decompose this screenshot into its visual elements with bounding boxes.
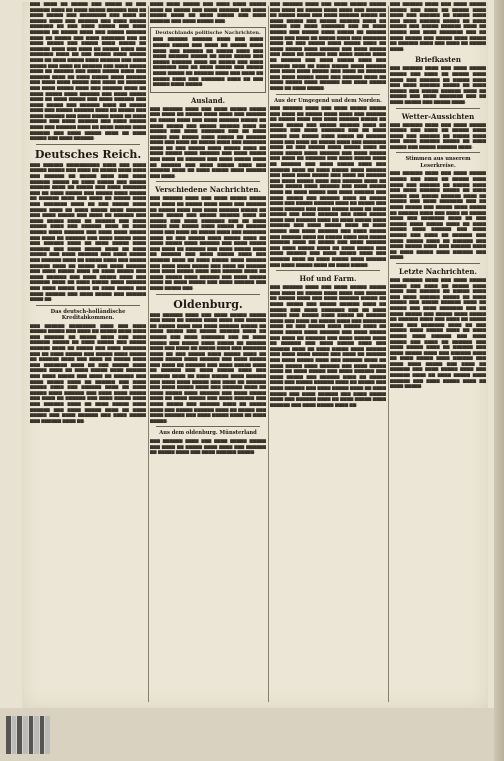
body-text: ▆▆▆ ▆▆▆▆▆▆ ▆▆▆▆ ▆▆▆ ▆▆▆▆ ▆▆▆▆▆ ▆▆▆▆▆ ▆▆▆ ▆▆▆▆ ▆▆ ▆▆▆▆▆ ▆▆▆▆ ▆▆▆▆ ▆▆▆ ▆▆▆▆▆▆ ▆▆ ▆▆▆▆▆ ▆▆▆▆ ▆▆▆ ▆▆▆▆ ▆▆▆▆▆▆ ▆▆▆▆▆ ▆▆ ▆▆▆▆ ▆▆▆▆▆ ▆▆▆ ▆▆▆▆▆ ▆▆▆▆▆▆ ▆▆▆▆ ▆▆ ▆▆▆▆▆ ▆▆▆ ▆▆▆▆ ▆▆▆▆▆▆▆ ▆▆▆ ▆▆ ▆▆▆▆ ▆▆▆▆▆ ▆▆▆ ▆▆▆▆▆ ▆▆▆▆ ▆▆▆▆▆ ▆▆ ▆▆▆▆▆▆ ▆▆▆▆ ▆▆▆ ▆▆▆▆ ▆▆ ▆▆▆▆▆ ▆▆▆▆ ▆▆▆ ▆▆▆▆▆▆▆ ▆▆▆▆ ▆▆ ▆▆▆ ▆▆▆▆▆ ▆▆▆▆ ▆▆▆▆▆ ▆▆▆▆ ▆▆ ▆▆▆▆ ▆▆▆▆▆ ▆▆▆▆ ▆▆▆▆▆▆ ▆▆▆ ▆▆▆▆ ▆▆▆▆▆ ▆▆▆ ▆▆▆▆ ▆▆ ▆▆▆▆▆▆ ▆▆▆ ▆▆▆▆ ▆▆▆▆▆ ▆▆▆▆ ▆▆ ▆▆▆▆▆▆ ▆▆▆ ▆▆▆▆ ▆▆▆▆▆ ▆▆▆▆ ▆▆▆ ▆▆▆▆▆▆ ▆▆▆▆ ▆▆ ▆▆▆▆ ▆▆▆▆▆ ▆▆▆▆ ▆▆▆▆▆▆ ▆▆▆ ▆▆▆▆. [150,106,266,179]
body-text: ▆▆▆▆ ▆▆▆▆ ▆▆▆▆▆ ▆▆▆ ▆▆▆▆ ▆▆▆▆ ▆▆▆▆▆ ▆▆▆▆ ▆▆ ▆▆▆▆▆ ▆▆▆ ▆▆▆▆ ▆▆▆▆▆▆ ▆▆▆ ▆▆▆▆ ▆▆▆▆▆ ▆▆▆▆ ▆▆ ▆▆▆▆ ▆▆▆▆▆ ▆▆▆ ▆▆▆▆ ▆▆▆▆▆▆ ▆▆▆ ▆▆▆▆ ▆▆▆▆▆ ▆▆▆. [150,2,266,24]
separator [396,263,480,264]
body-text: ▆▆▆ ▆▆▆▆▆▆ ▆▆▆▆ ▆▆▆ ▆▆▆▆ ▆▆▆▆▆ ▆▆▆▆▆ ▆▆▆ ▆▆▆▆ ▆▆ ▆▆▆▆▆ ▆▆▆▆ ▆▆▆▆ ▆▆▆ ▆▆▆▆▆▆ ▆▆ ▆▆▆▆▆ ▆▆▆▆ ▆▆▆ ▆▆▆▆ ▆▆▆▆▆▆ ▆▆▆▆▆ ▆▆ ▆▆▆▆ ▆▆▆▆▆ ▆▆▆ ▆▆▆▆▆ ▆▆▆▆▆▆ ▆▆▆▆ ▆▆ ▆▆▆▆▆ ▆▆▆ ▆▆▆▆ ▆▆▆▆▆▆▆ ▆▆▆ ▆▆ ▆▆▆▆ ▆▆▆▆▆ ▆▆▆ ▆▆▆▆▆ ▆▆▆▆ ▆▆▆▆▆ ▆▆ ▆▆▆▆▆▆ ▆▆▆▆ ▆▆▆ ▆▆▆▆ ▆▆ ▆▆▆▆▆ ▆▆▆▆ ▆▆▆ ▆▆▆▆▆▆▆ ▆▆▆▆ ▆▆ ▆▆▆ ▆▆▆▆▆ ▆▆▆▆ ▆▆▆▆▆ ▆▆▆▆ ▆▆ ▆▆▆▆ ▆▆▆▆▆ ▆▆▆▆ ▆▆▆▆▆▆ ▆▆▆ ▆▆▆▆ ▆▆▆▆▆ ▆▆▆ ▆▆▆▆ ▆▆ ▆▆▆▆▆▆ ▆▆▆ ▆▆▆▆ ▆▆▆▆▆ ▆▆▆▆ ▆▆ ▆▆▆▆▆▆ ▆▆▆ ▆▆▆▆ ▆▆▆▆▆ ▆▆▆▆ ▆▆▆ ▆▆▆▆▆▆ ▆▆▆▆ ▆▆ ▆▆▆▆ ▆▆▆▆▆ ▆▆▆▆ ▆▆▆▆▆▆ ▆▆▆ ▆▆▆▆ ▆▆▆▆ ▆▆▆▆▆ ▆▆▆ ▆▆▆▆ ▆▆ ▆▆▆▆▆▆ ▆▆▆ ▆▆▆▆ ▆▆▆▆▆ ▆▆▆▆ ▆▆▆ ▆▆▆▆▆▆ ▆▆▆▆ ▆▆ ▆▆▆▆ ▆▆▆▆▆ ▆▆▆▆ ▆▆▆▆▆▆ ▆▆▆ ▆▆▆▆ ▆▆▆▆▆ ▆▆▆▆ ▆▆ ▆▆▆▆ ▆▆▆▆▆. [270,2,386,91]
column-3 [270,2,386,708]
separator [396,152,480,153]
body-text: ▆▆▆ ▆▆▆▆▆▆ ▆▆▆▆▆▆▆▆ ▆▆▆▆ ▆▆▆ ▆▆▆▆ ▆▆▆▆▆ ▆▆▆▆▆ ▆▆▆ ▆▆▆▆ ▆▆ ▆▆▆▆▆ ▆▆▆▆ ▆▆▆▆ ▆▆▆ ▆▆▆▆▆▆ ▆▆ ▆▆▆▆▆ ▆▆▆▆ ▆▆▆ ▆▆▆▆ ▆▆▆▆▆▆ ▆▆▆▆▆ ▆▆ ▆▆▆▆ ▆▆▆▆▆ ▆▆▆ ▆▆▆▆▆ ▆▆▆▆▆▆ ▆▆▆▆ ▆▆ ▆▆▆▆▆ ▆▆▆ ▆▆▆▆ ▆▆▆▆▆▆▆ ▆▆▆ ▆▆ ▆▆▆▆ ▆▆▆▆▆ ▆▆▆ ▆▆▆▆▆ ▆▆▆▆ ▆▆▆▆▆ ▆▆ ▆▆▆▆▆▆ ▆▆▆▆ ▆▆▆ ▆▆▆▆ ▆▆ ▆▆▆▆▆ ▆▆▆▆ ▆▆▆ ▆▆▆▆▆▆▆ ▆▆▆▆ ▆▆ ▆▆▆ ▆▆▆▆▆ ▆▆▆▆ ▆▆▆▆▆ ▆▆▆▆ ▆▆ ▆▆▆▆ ▆▆▆▆▆ ▆▆▆▆ ▆▆▆▆▆▆ ▆▆▆ ▆▆▆▆ ▆▆▆▆▆ ▆▆▆ ▆▆▆▆ ▆▆ ▆▆▆▆▆▆ ▆▆▆ ▆▆▆▆ ▆▆▆▆▆ ▆▆▆▆ ▆▆ ▆▆▆▆▆▆ ▆▆▆ ▆▆▆▆ ▆▆▆▆▆ ▆▆▆▆ ▆▆▆ ▆▆▆▆▆▆ ▆▆▆▆ ▆▆ ▆▆▆▆ ▆▆▆▆▆ ▆▆▆▆ ▆▆▆▆▆▆ ▆▆▆ ▆▆▆▆ ▆▆▆▆ ▆▆▆▆▆ ▆▆▆ ▆▆▆▆ ▆▆ ▆▆▆▆▆▆ ▆▆▆ ▆▆▆▆ ▆▆▆▆▆ ▆▆▆▆ ▆▆▆ ▆▆▆▆▆▆ ▆▆▆▆ ▆▆ ▆▆▆▆ ▆▆▆▆▆ ▆▆▆▆ ▆▆▆▆▆▆ ▆▆▆ ▆▆▆▆ ▆▆▆▆▆ ▆▆▆▆ ▆▆ ▆▆▆▆ ▆▆▆▆▆ ▆▆▆ ▆▆▆▆ ▆▆▆▆▆▆ ▆▆▆ ▆▆▆▆ ▆▆▆▆▆ ▆▆▆ ▆▆▆▆▆▆ ▆▆▆▆ ▆▆. [30,323,146,424]
separator [276,94,380,95]
body-text: ▆▆▆ ▆▆▆▆▆▆ ▆▆▆▆ ▆▆▆ ▆▆▆▆ ▆▆▆▆▆ ▆▆▆▆▆ ▆▆▆ ▆▆▆▆ ▆▆ ▆▆▆▆▆ ▆▆▆▆ ▆▆▆▆ ▆▆▆ ▆▆▆▆▆▆ ▆▆ ▆▆▆▆▆ ▆▆▆▆ ▆▆▆ ▆▆▆▆ ▆▆▆▆▆▆ ▆▆▆▆▆ ▆▆ ▆▆▆▆ ▆▆▆▆▆ ▆▆▆ ▆▆▆▆▆ ▆▆▆▆▆▆ ▆▆▆▆ ▆▆ ▆▆▆▆▆ ▆▆▆ ▆▆▆▆ ▆▆▆▆▆▆▆ ▆▆▆ ▆▆ ▆▆▆▆ ▆▆▆▆▆ ▆▆▆ ▆▆▆▆▆ ▆▆▆▆ ▆▆▆▆▆ ▆▆ ▆▆▆▆▆▆ ▆▆▆▆ ▆▆▆ ▆▆▆▆ ▆▆ ▆▆▆▆▆ ▆▆▆▆ ▆▆▆ ▆▆▆▆▆▆▆ ▆▆▆▆ ▆▆ ▆▆▆ ▆▆▆▆▆ ▆▆▆▆ ▆▆▆▆▆ ▆▆▆▆ ▆▆ ▆▆▆▆ ▆▆▆▆▆ ▆▆▆▆ ▆▆▆▆▆▆ ▆▆▆ ▆▆▆▆ ▆▆▆▆▆ ▆▆▆ ▆▆▆▆ ▆▆ ▆▆▆▆▆▆ ▆▆▆ ▆▆▆▆ ▆▆▆▆▆ ▆▆▆▆ ▆▆ ▆▆▆▆▆▆ ▆▆▆ ▆▆▆▆ ▆▆▆▆▆ ▆▆▆▆ ▆▆▆ ▆▆▆▆▆▆ ▆▆▆▆ ▆▆ ▆▆▆▆ ▆▆▆▆▆ ▆▆▆▆ ▆▆▆▆▆▆ ▆▆▆ ▆▆▆▆ ▆▆▆▆ ▆▆▆▆▆ ▆▆▆ ▆▆▆▆ ▆▆ ▆▆▆▆▆▆ ▆▆▆ ▆▆▆▆ ▆▆▆▆▆ ▆▆▆▆ ▆▆▆ ▆▆▆▆▆▆ ▆▆▆▆ ▆▆ ▆▆▆▆ ▆▆▆▆▆ ▆▆▆▆ ▆▆▆▆▆▆ ▆▆▆ ▆▆▆▆ ▆▆▆▆▆ ▆▆▆▆ ▆▆ ▆▆▆▆ ▆▆▆▆▆ ▆▆▆ ▆▆▆▆ ▆▆▆▆▆▆ ▆▆▆ ▆▆▆▆ ▆▆▆▆▆ ▆▆▆. [150,196,266,291]
headline-verschiedene: Verschiedene Nachrichten. [155,185,261,195]
column-rule [388,6,389,702]
headline-letzte-nachrichten: Letzte Nachrichten. [399,266,477,276]
body-text: ▆▆▆ ▆▆▆▆▆▆ ▆▆▆▆ ▆▆▆ ▆▆▆▆ ▆▆▆▆▆ ▆▆▆▆▆ ▆▆▆ ▆▆▆▆ ▆▆ ▆▆▆▆▆ ▆▆▆▆ ▆▆▆▆ ▆▆▆ ▆▆▆▆▆▆ ▆▆ ▆▆▆▆▆ ▆▆▆▆ ▆▆▆ ▆▆▆▆ ▆▆▆▆▆▆ ▆▆▆▆▆ ▆▆ ▆▆▆▆ ▆▆▆▆▆ ▆▆▆ ▆▆▆▆▆ ▆▆▆▆▆▆ ▆▆▆▆ ▆▆ ▆▆▆▆▆ ▆▆▆ ▆▆▆▆ ▆▆▆▆▆▆▆ ▆▆▆ ▆▆ ▆▆▆▆ ▆▆▆▆▆ ▆▆▆ ▆▆▆▆▆ ▆▆▆▆ ▆▆▆▆▆ ▆▆ ▆▆▆▆▆▆ ▆▆▆▆ ▆▆▆ ▆▆▆▆ ▆▆ ▆▆▆▆▆ ▆▆▆▆ ▆▆▆ ▆▆▆▆▆▆▆ ▆▆▆▆ ▆▆ ▆▆▆ ▆▆▆▆▆ ▆▆▆▆ ▆▆▆▆▆ ▆▆▆▆ ▆▆ ▆▆▆▆ ▆▆▆▆▆ ▆▆▆▆ ▆▆▆▆▆▆ ▆▆▆ ▆▆▆▆ ▆▆▆▆▆ ▆▆▆ ▆▆▆▆ ▆▆ ▆▆▆▆▆▆ ▆▆▆ ▆▆▆▆ ▆▆▆▆▆ ▆▆▆▆ ▆▆ ▆▆▆▆▆▆ ▆▆▆ ▆▆▆▆ ▆▆▆▆▆ ▆▆▆▆ ▆▆▆ ▆▆▆▆▆▆ ▆▆▆▆ ▆▆ ▆▆▆▆ ▆▆▆▆▆ ▆▆▆▆ ▆▆▆▆▆▆ ▆▆▆ ▆▆▆▆ ▆▆▆▆ ▆▆▆▆▆ ▆▆▆ ▆▆▆▆ ▆▆ ▆▆▆▆▆▆ ▆▆▆ ▆▆▆▆ ▆▆▆▆▆ ▆▆▆▆ ▆▆▆ ▆▆▆▆▆▆ ▆▆▆▆ ▆▆ ▆▆▆▆ ▆▆▆▆▆ ▆▆▆▆ ▆▆▆▆▆▆ ▆▆▆ ▆▆▆▆ ▆▆▆▆▆ ▆▆▆▆ ▆▆ ▆▆▆▆ ▆▆▆▆▆ ▆▆▆ ▆▆▆▆ ▆▆▆▆▆▆ ▆▆▆ ▆▆▆▆ ▆▆▆▆▆ ▆▆▆ ▆▆▆▆▆▆ ▆▆▆▆ ▆▆ ▆▆▆▆▆ ▆▆▆▆ ▆▆▆ ▆▆▆▆▆ ▆▆▆▆▆▆ ▆▆▆▆ ▆▆ ▆▆▆▆▆ ▆▆▆ ▆▆▆▆ ▆▆▆▆▆▆ ▆▆▆ ▆▆▆▆ ▆▆▆▆▆ ▆▆▆▆ ▆▆ ▆▆▆▆ ▆▆▆▆▆ ▆▆▆ ▆▆▆▆ ▆▆▆▆▆▆ ▆▆▆ ▆▆▆▆ ▆▆▆▆▆ ▆▆▆▆ ▆▆▆ ▆▆▆▆▆▆ ▆▆▆▆ ▆▆ ▆▆▆▆ ▆▆▆▆▆ ▆▆▆▆ ▆▆▆▆▆▆ ▆▆▆ ▆▆▆▆ ▆▆▆▆▆ ▆▆▆▆ ▆▆. [270,285,386,408]
separator [36,144,140,145]
headline-kreditabkommen: Das deutsch-holländische Kreditabkommen. [50,308,126,322]
separator [396,108,480,109]
newspaper-page [22,2,488,708]
headline-leserkreise: Stimmen aus unserem Leserkreise. [405,156,471,169]
body-text: ▆▆▆ ▆▆▆▆▆▆ ▆▆▆▆▆▆ ▆▆▆▆ ▆▆▆ ▆▆▆▆ ▆▆▆▆▆ ▆▆▆▆▆ ▆▆▆ ▆▆▆▆ ▆▆ ▆▆▆▆▆ ▆▆▆▆ ▆▆▆▆ ▆▆▆ ▆▆▆▆▆▆ ▆▆ ▆▆▆▆▆ ▆▆▆▆ ▆▆▆ ▆▆▆▆ ▆▆▆▆▆▆ ▆▆▆▆▆ ▆▆ ▆▆▆▆ ▆▆▆▆▆ ▆▆▆ ▆▆▆▆▆ ▆▆▆▆▆▆ ▆▆▆▆ ▆▆ ▆▆▆▆▆ ▆▆▆ ▆▆▆▆ ▆▆▆▆▆▆▆ ▆▆▆ ▆▆ ▆▆▆▆ ▆▆▆▆▆ ▆▆▆ ▆▆▆▆▆ ▆▆▆▆ ▆▆▆▆▆ ▆▆ ▆▆▆▆▆▆ ▆▆▆▆ ▆▆▆ ▆▆▆▆ ▆▆ ▆▆▆▆▆ ▆▆▆▆ ▆▆▆ ▆▆▆▆▆▆▆ ▆▆▆▆ ▆▆ ▆▆▆ ▆▆▆▆▆ ▆▆▆▆ ▆▆▆▆▆. [153,37,263,88]
body-text: ▆▆▆ ▆▆▆▆ ▆▆ ▆▆▆▆▆ ▆▆▆ ▆▆▆▆▆ ▆▆ ▆▆▆ ▆▆▆▆▆▆ ▆▆▆▆ ▆▆ ▆▆▆▆ ▆▆▆▆▆ ▆▆▆▆▆▆ ▆▆▆ ▆▆ ▆▆▆▆ ▆▆▆▆▆ ▆▆▆ ▆▆▆▆▆▆▆▆ ▆▆▆ ▆▆▆▆ ▆▆ ▆▆▆▆▆ ▆▆▆▆ ▆▆▆ ▆▆▆▆▆▆ ▆▆▆ ▆▆▆▆ ▆▆▆▆▆ ▆▆▆▆▆▆▆ ▆▆ ▆▆▆ ▆▆▆▆ ▆▆▆▆▆ ▆▆▆ ▆▆▆▆ ▆▆▆▆▆▆ ▆▆ ▆▆▆▆▆ ▆▆▆▆ ▆▆▆ ▆▆▆▆▆ ▆▆▆▆▆▆ ▆▆▆▆ ▆▆ ▆▆▆▆▆ ▆▆▆ ▆▆▆▆ ▆▆▆▆▆▆▆ ▆▆▆ ▆▆ ▆▆▆▆ ▆▆▆▆▆ ▆▆▆ ▆▆▆▆▆ ▆▆▆▆ ▆▆▆▆▆ ▆▆ ▆▆▆▆▆▆ ▆▆▆▆ ▆▆▆ ▆▆▆▆ ▆▆ ▆▆▆▆▆ ▆▆▆▆ ▆▆▆ ▆▆▆▆▆▆▆ ▆▆▆▆ ▆▆ ▆▆▆ ▆▆▆▆▆ ▆▆▆▆ ▆▆▆▆▆ ▆▆▆▆ ▆▆ ▆▆▆▆ ▆▆▆▆▆ ▆▆▆▆ ▆▆▆▆▆▆ ▆▆▆ ▆▆▆▆ ▆▆▆▆▆ ▆▆▆ ▆▆▆▆ ▆▆ ▆▆▆▆▆▆ ▆▆▆ ▆▆▆▆ ▆▆▆▆▆ ▆▆▆▆ ▆▆ ▆▆▆▆▆▆ ▆▆▆ ▆▆▆▆ ▆▆▆▆▆ ▆▆▆▆ ▆▆▆ ▆▆▆▆▆▆ ▆▆▆▆ ▆▆ ▆▆▆▆ ▆▆▆▆▆ ▆▆▆▆ ▆▆▆▆▆▆ ▆▆▆ ▆▆▆▆ ▆▆▆▆ ▆▆▆▆▆ ▆▆▆ ▆▆▆▆ ▆▆ ▆▆▆▆▆▆ ▆▆▆ ▆▆▆▆ ▆▆▆▆▆ ▆▆▆▆ ▆▆▆ ▆▆▆▆▆▆ ▆▆▆▆ ▆▆ ▆▆▆▆ ▆▆▆▆▆ ▆▆▆▆ ▆▆▆▆▆▆ ▆▆▆ ▆▆▆▆ ▆▆▆▆▆ ▆▆▆▆ ▆▆ ▆▆▆▆ ▆▆▆▆▆ ▆▆▆ ▆▆▆▆ ▆▆▆▆▆▆ ▆▆▆ ▆▆▆▆ ▆▆▆▆▆ ▆▆▆ ▆▆▆▆▆▆ ▆▆▆▆ ▆▆ ▆▆▆▆▆ ▆▆▆▆ ▆▆▆ ▆▆▆▆▆ ▆▆▆▆▆▆ ▆▆▆▆ ▆▆ ▆▆▆▆▆ ▆▆▆ ▆▆▆▆ ▆▆▆▆▆▆ ▆▆▆ ▆▆▆▆ ▆▆▆▆▆ ▆▆▆▆ ▆▆ ▆▆▆▆ ▆▆▆▆▆ ▆▆▆ ▆▆▆▆ ▆▆▆▆▆▆ ▆▆▆ ▆▆▆▆ ▆▆▆▆▆ ▆▆▆▆ ▆▆▆ ▆▆▆▆▆▆ ▆▆▆▆ ▆▆ ▆▆▆▆ ▆▆▆▆▆ ▆▆▆▆ ▆▆▆▆▆▆ ▆▆▆ ▆▆▆▆ ▆▆▆▆▆ ▆▆▆▆ ▆▆ ▆▆▆▆ ▆▆▆▆▆ ▆▆▆ ▆▆▆▆ ▆▆▆▆▆▆. [30,2,146,142]
body-text: ▆▆▆ ▆▆▆▆▆▆ ▆▆▆▆ ▆▆▆ ▆▆▆▆ ▆▆▆▆▆ ▆▆▆▆▆ ▆▆▆ ▆▆▆▆ ▆▆ ▆▆▆▆▆ ▆▆▆▆ ▆▆▆▆ ▆▆▆ ▆▆▆▆▆▆ ▆▆ ▆▆▆▆▆ ▆▆▆▆ ▆▆▆ ▆▆▆▆ ▆▆▆▆▆▆ ▆▆▆▆▆ ▆▆ ▆▆▆▆ ▆▆▆▆▆ ▆▆▆ ▆▆▆▆▆ ▆▆▆▆▆▆ ▆▆▆▆ ▆▆ ▆▆▆▆▆ ▆▆▆ ▆▆▆▆ ▆▆▆▆▆▆▆ ▆▆▆ ▆▆ ▆▆▆▆ ▆▆▆▆▆ ▆▆▆ ▆▆▆▆▆ ▆▆▆▆ ▆▆▆▆▆ ▆▆ ▆▆▆▆▆▆ ▆▆▆▆ ▆▆▆ ▆▆▆▆ ▆▆ ▆▆▆▆▆ ▆▆▆▆. [390,2,486,52]
separator [156,181,260,182]
headline-wetter: Wetter-Aussichten [401,111,475,121]
body-text: ▆▆▆ ▆▆▆▆▆▆ ▆▆▆▆ ▆▆▆ ▆▆▆▆ ▆▆▆▆▆ ▆▆▆▆▆ ▆▆▆ ▆▆▆▆ ▆▆ ▆▆▆▆▆ ▆▆▆▆ ▆▆▆▆ ▆▆▆ ▆▆▆▆▆▆ ▆▆ ▆▆▆▆▆ ▆▆▆▆ ▆▆▆ ▆▆▆▆ ▆▆▆▆▆▆ ▆▆▆▆▆ ▆▆ ▆▆▆▆ ▆▆▆▆▆ ▆▆▆ ▆▆▆▆▆ ▆▆▆▆▆▆ ▆▆▆▆ ▆▆ ▆▆▆▆▆ ▆▆▆ ▆▆▆▆ ▆▆▆▆▆▆▆ ▆▆▆ ▆▆ ▆▆▆▆ ▆▆▆▆▆ ▆▆▆ ▆▆▆▆▆ ▆▆▆▆ ▆▆▆▆▆ ▆▆ ▆▆▆▆▆▆ ▆▆▆▆ ▆▆▆ ▆▆▆▆ ▆▆ ▆▆▆▆▆ ▆▆▆▆ ▆▆▆ ▆▆▆▆▆▆▆ ▆▆▆▆ ▆▆ ▆▆▆ ▆▆▆▆▆ ▆▆▆▆ ▆▆▆▆▆ ▆▆▆▆ ▆▆ ▆▆▆▆ ▆▆▆▆▆ ▆▆▆▆ ▆▆▆▆▆▆ ▆▆▆ ▆▆▆▆ ▆▆▆▆▆ ▆▆▆ ▆▆▆▆ ▆▆ ▆▆▆▆▆▆ ▆▆▆ ▆▆▆▆ ▆▆▆▆▆ ▆▆▆▆ ▆▆ ▆▆▆▆▆▆ ▆▆▆ ▆▆▆▆ ▆▆▆▆▆ ▆▆▆▆ ▆▆▆ ▆▆▆▆▆▆ ▆▆▆▆ ▆▆ ▆▆▆▆ ▆▆▆▆▆ ▆▆▆▆ ▆▆▆▆▆▆ ▆▆▆ ▆▆▆▆ ▆▆▆▆ ▆▆▆▆▆ ▆▆▆ ▆▆▆▆ ▆▆ ▆▆▆▆▆▆ ▆▆▆ ▆▆▆▆ ▆▆▆▆▆ ▆▆▆▆ ▆▆▆ ▆▆▆▆▆▆ ▆▆▆▆ ▆▆ ▆▆▆▆ ▆▆▆▆▆ ▆▆▆▆ ▆▆▆▆▆▆ ▆▆▆ ▆▆▆▆ ▆▆▆▆▆ ▆▆▆▆ ▆▆ ▆▆▆▆ ▆▆▆▆▆. [390,277,486,390]
headline-oldenburg: Oldenburg. [173,297,243,311]
column-rule [148,6,149,702]
body-text: ▆▆▆ ▆▆▆▆▆▆ ▆▆▆▆ ▆▆▆ ▆▆▆▆ ▆▆▆▆▆ ▆▆▆▆▆ ▆▆▆ ▆▆▆▆ ▆▆ ▆▆▆▆▆ ▆▆▆▆ ▆▆▆▆ ▆▆▆ ▆▆▆▆▆▆ ▆▆ ▆▆▆▆▆ ▆▆▆▆ ▆▆▆ ▆▆▆▆ ▆▆▆▆▆▆ ▆▆▆▆▆. [150,438,266,456]
column-1 [30,2,146,708]
news-box [150,27,266,92]
column-rule [268,6,269,702]
scan-bottom-margin [0,708,504,761]
separator [36,305,140,306]
headline-hof-und-farm: Hof und Farm. [299,274,357,284]
headline-briefkasten: Briefkasten [415,55,461,65]
column-2 [150,2,266,708]
body-text: ▆▆▆ ▆▆▆▆▆▆ ▆▆▆▆ ▆▆▆ ▆▆▆▆ ▆▆▆▆▆ ▆▆▆▆▆ ▆▆▆ ▆▆▆▆ ▆▆ ▆▆▆▆▆ ▆▆▆▆ ▆▆▆▆ ▆▆▆ ▆▆▆▆▆▆ ▆▆ ▆▆▆▆▆ ▆▆▆▆ ▆▆▆ ▆▆▆▆ ▆▆▆▆▆▆ ▆▆▆▆▆ ▆▆ ▆▆▆▆ ▆▆▆▆▆ ▆▆▆ ▆▆▆▆▆ ▆▆▆▆▆▆ ▆▆▆▆ ▆▆ ▆▆▆▆▆ ▆▆▆ ▆▆▆▆ ▆▆▆▆▆▆▆ ▆▆▆ ▆▆ ▆▆▆▆ ▆▆▆▆▆ ▆▆▆ ▆▆▆▆▆ ▆▆▆▆. [390,66,486,105]
separator [156,426,260,427]
headline-umgegend: Aus der Umgegend und dem Norden. [274,97,382,104]
body-text: ▆▆▆ ▆▆▆▆▆▆ ▆▆▆▆▆▆▆▆▆▆ ▆▆▆▆ ▆▆▆ ▆▆▆▆ ▆▆▆▆▆ ▆▆▆▆▆ ▆▆▆ ▆▆▆▆ ▆▆ ▆▆▆▆▆ ▆▆▆▆ ▆▆▆▆ ▆▆▆ ▆▆▆▆▆▆ ▆▆ ▆▆▆▆▆ ▆▆▆▆ ▆▆▆ ▆▆▆▆ ▆▆▆▆▆▆ ▆▆▆▆▆ ▆▆ ▆▆▆▆ ▆▆▆▆▆ ▆▆▆ ▆▆▆▆▆ ▆▆▆▆▆▆ ▆▆▆▆ ▆▆ ▆▆▆▆▆ ▆▆▆ ▆▆▆▆ ▆▆▆▆▆▆▆ ▆▆▆ ▆▆ ▆▆▆▆ ▆▆▆▆▆ ▆▆▆ ▆▆▆▆▆ ▆▆▆▆ ▆▆▆▆▆ ▆▆ ▆▆▆▆▆▆ ▆▆▆▆ ▆▆▆ ▆▆▆▆ ▆▆ ▆▆▆▆▆ ▆▆▆▆ ▆▆▆ ▆▆▆▆▆▆▆ ▆▆▆▆ ▆▆ ▆▆▆ ▆▆▆▆▆ ▆▆▆▆ ▆▆▆▆▆ ▆▆▆▆ ▆▆ ▆▆▆▆ ▆▆▆▆▆ ▆▆▆▆ ▆▆▆▆▆▆ ▆▆▆ ▆▆▆▆ ▆▆▆▆▆ ▆▆▆ ▆▆▆▆ ▆▆ ▆▆▆▆▆▆ ▆▆▆ ▆▆▆▆ ▆▆▆▆▆ ▆▆▆▆ ▆▆ ▆▆▆▆▆▆ ▆▆▆ ▆▆▆▆ ▆▆▆▆▆ ▆▆▆▆ ▆▆▆ ▆▆▆▆▆▆ ▆▆▆▆ ▆▆ ▆▆▆▆ ▆▆▆▆▆ ▆▆▆▆ ▆▆▆▆▆▆ ▆▆▆ ▆▆▆▆ ▆▆▆▆ ▆▆▆▆▆ ▆▆▆ ▆▆▆▆ ▆▆ ▆▆▆▆▆▆ ▆▆▆ ▆▆▆▆ ▆▆▆▆▆ ▆▆▆▆ ▆▆▆ ▆▆▆▆▆▆ ▆▆▆▆ ▆▆ ▆▆▆▆ ▆▆▆▆▆ ▆▆▆▆ ▆▆▆▆▆▆ ▆▆▆ ▆▆▆▆ ▆▆▆▆▆ ▆▆▆▆ ▆▆ ▆▆▆▆ ▆▆▆▆▆ ▆▆▆ ▆▆▆▆ ▆▆▆▆▆▆ ▆▆▆ ▆▆▆▆ ▆▆▆▆▆ ▆▆▆ ▆▆▆▆▆▆ ▆▆▆▆ ▆▆ ▆▆▆▆▆ ▆▆▆▆ ▆▆▆ ▆▆▆▆▆ ▆▆▆▆▆▆ ▆▆▆▆ ▆▆ ▆▆▆▆▆ ▆▆▆ ▆▆▆▆ ▆▆▆▆▆▆ ▆▆▆ ▆▆▆▆ ▆▆▆▆▆ ▆▆▆▆ ▆▆ ▆▆▆▆ ▆▆▆▆▆ ▆▆▆ ▆▆▆▆ ▆▆▆▆▆▆ ▆▆▆ ▆▆▆▆ ▆▆▆▆▆ ▆▆▆▆ ▆▆▆ ▆▆▆▆▆▆ ▆▆▆▆ ▆▆ ▆▆▆▆ ▆▆▆▆▆ ▆▆▆▆ ▆▆▆▆▆▆ ▆▆▆ ▆▆▆▆ ▆▆▆▆▆ ▆▆▆▆ ▆▆ ▆▆▆▆ ▆▆▆▆▆ ▆▆▆ ▆▆▆▆ ▆▆▆▆▆▆ ▆▆▆ ▆▆▆▆ ▆▆▆▆▆ ▆▆▆ ▆▆▆▆▆▆ ▆▆▆▆ ▆▆. [30,162,146,303]
column-4 [390,2,486,708]
body-text: ▆▆▆ ▆▆▆▆▆▆ ▆▆▆▆ ▆▆▆ ▆▆▆▆ ▆▆▆▆▆ ▆▆▆▆▆ ▆▆▆ ▆▆▆▆ ▆▆ ▆▆▆▆▆ ▆▆▆▆ ▆▆▆▆ ▆▆▆ ▆▆▆▆▆▆ ▆▆ ▆▆▆▆▆ ▆▆▆▆ ▆▆▆ ▆▆▆▆ ▆▆▆▆▆▆ ▆▆▆▆▆ ▆▆ ▆▆▆▆ ▆▆▆▆▆ ▆▆▆ ▆▆▆▆▆ ▆▆▆▆▆▆ ▆▆▆▆ ▆▆ ▆▆▆▆▆ ▆▆▆ ▆▆▆▆ ▆▆▆▆▆▆▆ ▆▆▆ ▆▆ ▆▆▆▆ ▆▆▆▆▆ ▆▆▆ ▆▆▆▆▆ ▆▆▆▆ ▆▆▆▆▆ ▆▆ ▆▆▆▆▆▆ ▆▆▆▆ ▆▆▆ ▆▆▆▆ ▆▆ ▆▆▆▆▆ ▆▆▆▆ ▆▆▆ ▆▆▆▆▆▆▆ ▆▆▆▆ ▆▆ ▆▆▆ ▆▆▆▆▆ ▆▆▆▆ ▆▆▆▆▆ ▆▆▆▆ ▆▆ ▆▆▆▆ ▆▆▆▆▆ ▆▆▆▆ ▆▆▆▆▆▆ ▆▆▆ ▆▆▆▆ ▆▆▆▆▆ ▆▆▆ ▆▆▆▆ ▆▆ ▆▆▆▆▆▆ ▆▆▆ ▆▆▆▆ ▆▆▆▆▆ ▆▆▆▆ ▆▆ ▆▆▆▆▆▆ ▆▆▆ ▆▆▆▆ ▆▆▆▆▆ ▆▆▆▆ ▆▆▆ ▆▆▆▆▆▆ ▆▆▆▆ ▆▆ ▆▆▆▆ ▆▆▆▆▆ ▆▆▆▆ ▆▆▆▆▆▆ ▆▆▆ ▆▆▆▆ ▆▆▆▆ ▆▆▆▆▆ ▆▆▆ ▆▆▆▆ ▆▆ ▆▆▆▆▆▆ ▆▆▆ ▆▆▆▆ ▆▆▆▆▆ ▆▆▆▆ ▆▆▆ ▆▆▆▆▆▆ ▆▆▆▆ ▆▆ ▆▆▆▆ ▆▆▆▆▆ ▆▆▆▆ ▆▆▆▆▆▆ ▆▆▆ ▆▆▆▆ ▆▆▆▆▆ ▆▆▆▆ ▆▆ ▆▆▆▆ ▆▆▆▆▆ ▆▆▆ ▆▆▆▆ ▆▆▆▆▆▆ ▆▆▆ ▆▆▆▆ ▆▆▆▆▆ ▆▆▆ ▆▆▆▆▆▆ ▆▆▆▆ ▆▆ ▆▆▆▆▆ ▆▆▆▆ ▆▆▆ ▆▆▆▆▆ ▆▆▆▆▆▆ ▆▆▆▆ ▆▆ ▆▆▆▆▆ ▆▆▆ ▆▆▆▆ ▆▆▆▆▆▆ ▆▆▆ ▆▆▆▆ ▆▆▆▆▆ ▆▆▆▆ ▆▆ ▆▆▆▆ ▆▆▆▆▆. [150,312,266,424]
page-spine [494,0,504,761]
headline-ausland: Ausland. [190,95,226,105]
headline-deutsches-reich: Deutsches Reich. [34,147,142,161]
separator [276,270,380,271]
body-text: ▆▆▆ ▆▆▆▆▆▆ ▆▆▆▆ ▆▆▆ ▆▆▆▆ ▆▆▆▆▆ ▆▆▆▆▆ ▆▆▆ ▆▆▆▆ ▆▆ ▆▆▆▆▆ ▆▆▆▆ ▆▆▆▆ ▆▆▆ ▆▆▆▆▆▆ ▆▆ ▆▆▆▆▆ ▆▆▆▆ ▆▆▆ ▆▆▆▆ ▆▆▆▆▆▆ ▆▆▆▆▆ ▆▆ ▆▆▆▆ ▆▆▆▆▆ ▆▆▆ ▆▆▆▆▆ ▆▆▆▆▆▆ ▆▆▆▆ ▆▆ ▆▆▆▆▆ ▆▆▆ ▆▆▆▆ ▆▆▆▆▆▆▆ ▆▆▆ ▆▆ ▆▆▆▆ ▆▆▆▆▆ ▆▆▆ ▆▆▆▆▆ ▆▆▆▆ ▆▆▆▆▆ ▆▆ ▆▆▆▆▆▆ ▆▆▆▆ ▆▆▆ ▆▆▆▆ ▆▆ ▆▆▆▆▆ ▆▆▆▆ ▆▆▆ ▆▆▆▆▆▆▆ ▆▆▆▆ ▆▆ ▆▆▆ ▆▆▆▆▆ ▆▆▆▆ ▆▆▆▆▆ ▆▆▆▆ ▆▆ ▆▆▆▆ ▆▆▆▆▆ ▆▆▆▆ ▆▆▆▆▆▆ ▆▆▆ ▆▆▆▆ ▆▆▆▆▆ ▆▆▆ ▆▆▆▆ ▆▆ ▆▆▆▆▆▆ ▆▆▆ ▆▆▆▆ ▆▆▆▆▆ ▆▆▆▆ ▆▆ ▆▆▆▆▆▆ ▆▆▆ ▆▆▆▆ ▆▆▆▆▆ ▆▆▆▆ ▆▆▆ ▆▆▆▆▆▆ ▆▆▆▆ ▆▆ ▆▆▆▆ ▆▆▆▆▆ ▆▆▆▆ ▆▆▆▆▆▆ ▆▆▆ ▆▆▆▆ ▆▆▆▆ ▆▆▆▆▆ ▆▆▆ ▆▆▆▆ ▆▆ ▆▆▆▆▆▆ ▆▆▆ ▆▆▆▆ ▆▆▆▆▆ ▆▆▆▆ ▆▆▆ ▆▆▆▆▆▆ ▆▆▆▆ ▆▆ ▆▆▆▆ ▆▆▆▆▆ ▆▆▆▆ ▆▆▆▆▆▆ ▆▆▆ ▆▆▆▆ ▆▆▆▆▆ ▆▆▆▆ ▆▆ ▆▆▆▆ ▆▆▆▆▆ ▆▆▆ ▆▆▆▆ ▆▆▆▆▆▆ ▆▆▆ ▆▆▆▆ ▆▆▆▆▆ ▆▆▆ ▆▆▆▆▆▆ ▆▆▆▆ ▆▆ ▆▆▆▆▆ ▆▆▆▆ ▆▆▆ ▆▆▆▆▆ ▆▆▆▆▆▆ ▆▆▆▆ ▆▆ ▆▆▆▆▆ ▆▆▆ ▆▆▆▆ ▆▆▆▆▆▆ ▆▆▆ ▆▆▆▆ ▆▆▆▆▆ ▆▆▆▆ ▆▆ ▆▆▆▆ ▆▆▆▆▆ ▆▆▆ ▆▆▆▆ ▆▆▆▆▆▆ ▆▆▆ ▆▆▆▆ ▆▆▆▆▆ ▆▆▆▆ ▆▆▆ ▆▆▆▆▆▆ ▆▆▆▆ ▆▆ ▆▆▆▆ ▆▆▆▆▆ ▆▆▆▆ ▆▆▆▆▆▆ ▆▆▆ ▆▆▆▆ ▆▆▆▆▆ ▆▆▆▆ ▆▆ ▆▆▆▆ ▆▆▆▆▆ ▆▆▆ ▆▆▆▆ ▆▆▆▆▆▆ ▆▆▆ ▆▆▆▆ ▆▆▆▆▆ ▆▆▆ ▆▆▆▆▆▆ ▆▆▆▆ ▆▆ ▆▆▆▆▆ ▆▆▆▆ ▆▆▆ ▆▆▆▆▆ ▆▆▆▆▆▆ ▆▆▆▆ ▆▆ ▆▆▆▆▆ ▆▆▆ ▆▆▆▆ ▆▆▆▆▆▆ ▆▆▆ ▆▆▆▆ ▆▆▆▆▆ ▆▆▆▆ ▆▆ ▆▆▆▆ ▆▆▆▆▆ ▆▆▆ ▆▆▆▆ ▆▆▆▆▆▆ ▆▆▆ ▆▆▆▆ ▆▆▆▆▆ ▆▆▆▆ ▆▆▆ ▆▆▆▆▆▆ ▆▆▆▆ ▆▆ ▆▆▆▆ ▆▆▆▆▆ ▆▆▆▆ ▆▆▆▆▆▆ ▆▆▆ ▆▆▆▆ ▆▆▆▆▆ ▆▆▆▆ ▆▆ ▆▆▆▆ ▆▆▆▆▆. [270,106,386,268]
body-text: ▆▆▆ ▆▆▆▆▆▆ ▆▆▆▆ ▆▆▆ ▆▆▆▆ ▆▆▆▆▆ ▆▆▆▆▆ ▆▆▆ ▆▆▆▆ ▆▆ ▆▆▆▆▆ ▆▆▆▆ ▆▆▆▆ ▆▆▆ ▆▆▆▆▆▆ ▆▆ ▆▆▆▆▆ ▆▆▆▆ ▆▆▆ ▆▆▆▆ ▆▆▆▆▆▆ ▆▆▆▆▆ ▆▆ ▆▆▆▆ ▆▆▆▆▆ ▆▆▆ ▆▆▆▆▆ ▆▆▆▆▆▆ ▆▆▆▆. [390,122,486,150]
box-headline: Deutschlands politische Nachrichten. [155,30,261,37]
separator [156,294,260,295]
body-text: ▆▆▆ ▆▆▆▆▆▆ ▆▆▆▆ ▆▆▆ ▆▆▆▆ ▆▆▆▆▆ ▆▆▆▆▆ ▆▆▆ ▆▆▆▆ ▆▆ ▆▆▆▆▆ ▆▆▆▆ ▆▆▆▆ ▆▆▆ ▆▆▆▆▆▆ ▆▆ ▆▆▆▆▆ ▆▆▆▆ ▆▆▆ ▆▆▆▆ ▆▆▆▆▆▆ ▆▆▆▆▆ ▆▆ ▆▆▆▆ ▆▆▆▆▆ ▆▆▆ ▆▆▆▆▆ ▆▆▆▆▆▆ ▆▆▆▆ ▆▆ ▆▆▆▆▆ ▆▆▆ ▆▆▆▆ ▆▆▆▆▆▆▆ ▆▆▆ ▆▆ ▆▆▆▆ ▆▆▆▆▆ ▆▆▆ ▆▆▆▆▆ ▆▆▆▆ ▆▆▆▆▆ ▆▆ ▆▆▆▆▆▆ ▆▆▆▆ ▆▆▆ ▆▆▆▆ ▆▆ ▆▆▆▆▆ ▆▆▆▆ ▆▆▆ ▆▆▆▆▆▆▆ ▆▆▆▆ ▆▆ ▆▆▆ ▆▆▆▆▆ ▆▆▆▆ ▆▆▆▆▆ ▆▆▆▆ ▆▆ ▆▆▆▆ ▆▆▆▆▆ ▆▆▆▆ ▆▆▆▆▆▆ ▆▆▆ ▆▆▆▆ ▆▆▆▆▆ ▆▆▆ ▆▆▆▆ ▆▆ ▆▆▆▆▆▆ ▆▆▆ ▆▆▆▆ ▆▆▆▆▆ ▆▆▆▆ ▆▆ ▆▆▆▆▆▆ ▆▆▆ ▆▆▆▆ ▆▆▆▆▆ ▆▆▆▆ ▆▆▆ ▆▆▆▆▆▆ ▆▆▆▆ ▆▆ ▆▆▆▆ ▆▆▆▆▆ ▆▆▆▆ ▆▆▆▆▆▆ ▆▆▆ ▆▆▆▆. [390,171,486,261]
color-scale-bar [6,716,50,754]
headline-muensterland: Aus dem oldenburg. Münsterland [159,430,257,437]
